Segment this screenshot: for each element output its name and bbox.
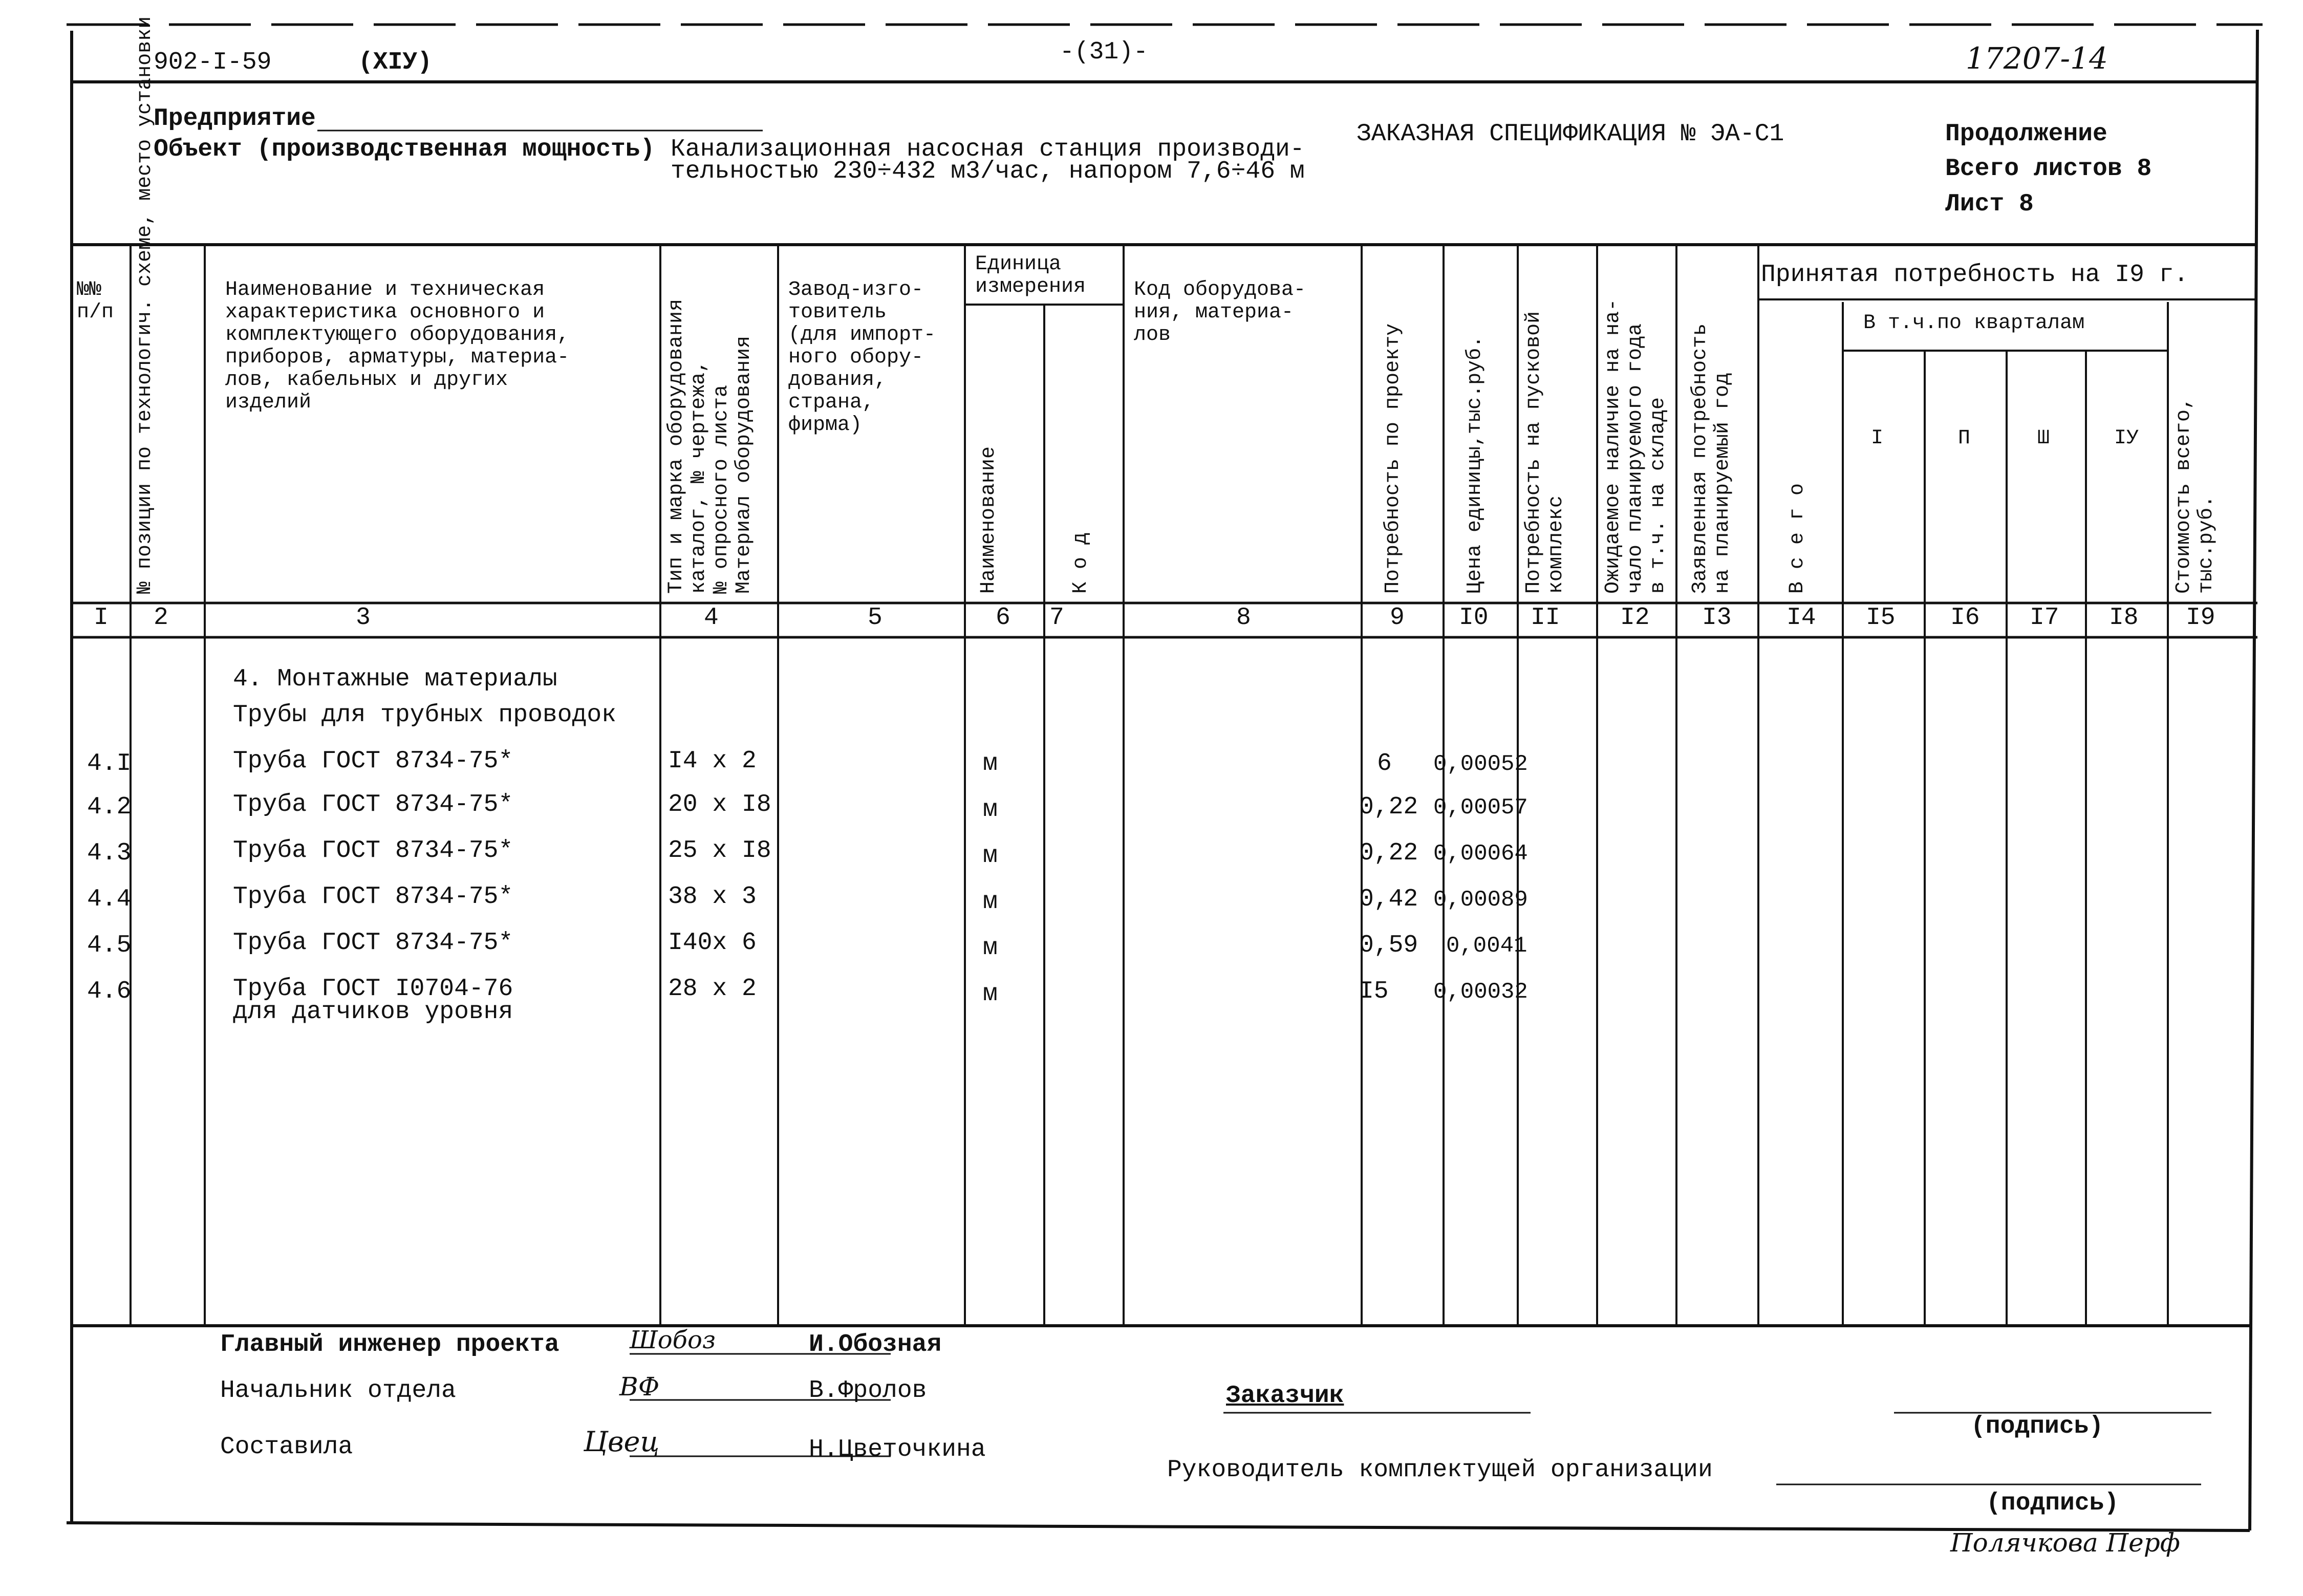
row-price: 0,00064 [1433,841,1528,867]
col-num: 9 [1390,604,1405,632]
col-num: I8 [2109,604,2139,632]
chief-engineer-name: И.Обозная [809,1331,942,1358]
signature-caption-1: (подпись) [1971,1413,2104,1440]
col-header-3: Наименование и техническая характеристика основного и комплектующего оборудования, приборов, арматуры, материа- лов, кабельных и других изделий [225,278,570,414]
col-header-10: Цена единицы,тыс.руб. [1463,335,1487,594]
doc-code: 902-I-59 [154,49,272,76]
row-name: Труба ГОСТ 8734-75* [233,883,513,911]
row-type: I4 x 2 [668,747,757,775]
row-name: Труба ГОСТ 8734-75* [233,837,513,865]
customer-label: Заказчик [1226,1382,1344,1410]
accepted-group-header: Принятая потребность на I9 г. [1761,261,2189,289]
col-num: 3 [356,604,371,632]
row-unit: м [983,796,998,824]
quarter-1: I [1871,427,1884,450]
row-price: 0,0041 [1446,933,1527,959]
quarter-2: П [1958,427,1971,450]
enterprise-label: Предприятие [154,105,316,133]
col-num: 7 [1049,604,1064,632]
col-header-8: Код оборудова- ния, материа- лов [1134,278,1306,347]
row-qty: 0,22 [1359,839,1418,867]
col-num: 5 [868,604,883,632]
chief-engineer-label: Главный инженер проекта [220,1331,559,1358]
col-num: I9 [2186,604,2215,632]
row-name: Труба ГОСТ 8734-75* [233,791,513,818]
row-qty: 0,59 [1359,932,1418,959]
col-header-19: Стоимость всего, тыс.руб. [2172,397,2218,594]
row-type: 28 x 2 [668,975,757,1003]
volume-mark: (XIУ) [358,49,433,76]
object-label: Объект (производственная мощность) [154,136,655,163]
row-qty: 0,42 [1359,886,1418,913]
row-qty: 0,22 [1359,793,1418,821]
col-header-6: Наименование [977,446,1000,594]
row-unit: м [983,980,998,1008]
row-unit: м [983,934,998,962]
row-unit: м [983,842,998,870]
department-head-name: В.Фролов [809,1377,927,1405]
row-price: 0,00032 [1433,979,1528,1005]
col-header-4: Тип и марка оборудования каталог, № чертежа, № опросного листа Материал оборудования [665,298,756,594]
section-title: 4. Монтажные материалы [233,665,557,693]
col-header-1: №№ п/п [77,278,114,324]
row-name: Труба ГОСТ 8734-75* [233,929,513,957]
author-label: Составила [220,1433,353,1461]
sheet-number: Лист 8 [1945,190,2034,218]
col-num: I [94,604,109,632]
row-price: 0,00052 [1433,751,1528,777]
row-type: 38 x 3 [668,883,757,911]
col-header-14: В с е г о [1786,483,1809,594]
department-head-signature: ВФ [619,1372,660,1401]
col-num: 6 [996,604,1010,632]
quarter-4: IУ [2114,427,2139,450]
spec-title: ЗАКАЗНАЯ СПЕЦИФИКАЦИЯ № ЭА-С1 [1357,120,1784,148]
row-unit: м [983,888,998,916]
col-header-13: Заявленная потребность на планируемый год [1689,323,1734,594]
col-num: I5 [1866,604,1896,632]
row-number: 4.I [87,750,132,778]
row-name-line-2: для датчиков уровня [233,998,513,1026]
department-head-label: Начальник отдела [220,1377,456,1405]
col-num: I2 [1620,604,1650,632]
row-number: 4.6 [87,978,132,1005]
object-text-1: Канализационная насосная станция производи- [671,136,1305,163]
quarter-3: Ш [2037,427,2050,450]
section-subtitle: Трубы для трубных проводок [233,701,616,729]
row-name: Труба ГОСТ 8734-75* [233,747,513,775]
col-num: 2 [154,604,168,632]
author-signature: Цвец [584,1426,660,1458]
row-qty: I5 [1359,978,1389,1005]
sheet-code: 17207-14 [1966,41,2108,76]
row-number: 4.3 [87,839,132,867]
total-sheets: Всего листов 8 [1945,155,2152,183]
col-header-2: № позиции по технологич. схеме, место установки [134,16,157,594]
row-type: 25 x I8 [668,837,771,865]
page-mark: -(31)- [1060,38,1148,66]
col-header-9: Потребность по проекту [1382,323,1405,594]
col-num: 4 [704,604,719,632]
col-num: I7 [2030,604,2059,632]
col-num: I3 [1702,604,1732,632]
quarters-group-header: В т.ч.по кварталам [1863,312,2085,335]
object-text-2: тельностью 230÷432 м3/час, напором 7,6÷46 м [671,158,1305,185]
row-number: 4.5 [87,932,132,959]
row-type: 20 x I8 [668,791,771,818]
continuation-label: Продолжение [1945,120,2107,148]
row-qty: 6 [1377,750,1392,778]
chief-engineer-signature: Шобоз [630,1326,716,1354]
col-header-12: Ожидаемое наличие на на- чало планируемого года в т.ч. на складе [1602,298,1670,594]
row-number: 4.4 [87,886,132,913]
row-type: I40x 6 [668,929,757,957]
row-name: Труба ГОСТ I0704-76 [233,975,513,1003]
col-num: I4 [1787,604,1816,632]
col-header-7: К о д [1069,532,1092,594]
row-unit: м [983,750,998,778]
col-num: 8 [1236,604,1251,632]
row-price: 0,00057 [1433,795,1528,821]
col-num: I0 [1459,604,1489,632]
row-price: 0,00089 [1433,887,1528,913]
col-header-5: Завод-изго- товитель (для импорт- ного обору- дования, страна, фирма) [788,278,936,437]
org-head-label: Руководитель комплектущей организации [1167,1456,1713,1484]
signature-caption-2: (подпись) [1986,1490,2119,1517]
bottom-handwritten-note: Полячкова Перф [1950,1528,2180,1558]
col-num: I6 [1950,604,1980,632]
author-name: Н.Цветочкина [809,1436,986,1463]
col-num: II [1531,604,1560,632]
unit-group-header: Единица измерения [975,253,1086,298]
row-number: 4.2 [87,793,132,821]
col-header-11: Потребность на пусковой комплекс [1522,311,1568,594]
